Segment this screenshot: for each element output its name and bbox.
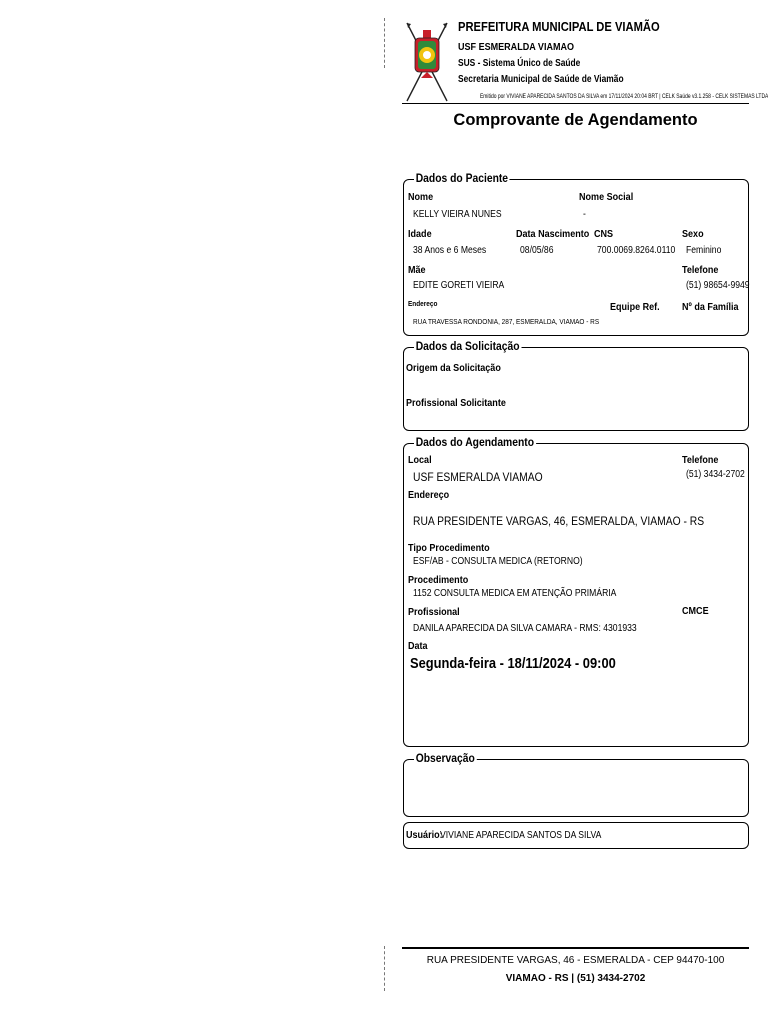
patient-cns: 700.0069.8264.0110 (597, 245, 676, 256)
notes-legend: Observação (415, 751, 475, 765)
sus-label: SUS - Sistema Único de Saúde (458, 58, 581, 69)
appointment-address: RUA PRESIDENTE VARGAS, 46, ESMERALDA, VIAMAO - RS (413, 514, 705, 528)
family-number-label: Nº da Família (682, 301, 739, 313)
notes-section (403, 751, 749, 817)
procedure-label: Procedimento (408, 574, 469, 586)
cut-guide-top (384, 18, 385, 68)
sex-label: Sexo (682, 228, 704, 240)
emission-info: Emitido por VIVIANE APARECIDA SANTOS DA SILVA em 17/11/2024 20:04 BRT | CELK Saúde v3.1.258 - CELK SISTEMAS LTDA (480, 93, 768, 100)
header-rule (402, 103, 749, 104)
patient-name: KELLY VIEIRA NUNES (413, 209, 502, 220)
patient-sex: Feminino (686, 245, 722, 256)
unit-name: USF ESMERALDA VIAMAO (458, 41, 575, 53)
municipal-coat-of-arms (404, 20, 450, 104)
prefeitura-title: PREFEITURA MUNICIPAL DE VIAMÃO (458, 19, 660, 34)
team-ref-label: Equipe Ref. (610, 301, 660, 313)
patient-phone: (51) 98654-9949 (686, 280, 750, 291)
secretaria-label: Secretaria Municipal de Saúde de Viamão (458, 74, 624, 85)
footer-rule (402, 947, 749, 949)
appointment-location: USF ESMERALDA VIAMAO (413, 470, 543, 484)
cut-guide-bottom (384, 946, 385, 991)
appointment-address-label: Endereço (408, 489, 450, 501)
appointment-section (403, 435, 749, 747)
mother-name: EDITE GORETI VIEIRA (413, 280, 505, 291)
procedure-type: ESF/AB - CONSULTA MEDICA (RETORNO) (413, 556, 583, 567)
user-section (403, 822, 749, 849)
appointment-legend: Dados do Agendamento (415, 435, 535, 449)
request-legend: Dados da Solicitação (415, 339, 520, 353)
name-label: Nome (408, 191, 434, 203)
cns-label: CNS (594, 228, 614, 240)
age-label: Idade (408, 228, 432, 240)
user-label: Usuário: (406, 829, 443, 841)
phone-label: Telefone (682, 264, 719, 276)
patient-section (403, 171, 750, 336)
professional-label: Profissional (408, 606, 460, 618)
requesting-professional-label: Profissional Solicitante (406, 397, 506, 409)
procedure-type-label: Tipo Procedimento (408, 542, 490, 554)
patient-birthdate: 08/05/86 (520, 245, 554, 256)
cmce-label: CMCE (682, 605, 709, 617)
patient-legend: Dados do Paciente (415, 171, 509, 185)
procedure: 1152 CONSULTA MEDICA EM ATENÇÃO PRIMÁRIA (413, 588, 617, 599)
user-name: VIVIANE APARECIDA SANTOS DA SILVA (440, 830, 602, 841)
professional-name: DANILA APARECIDA DA SILVA CAMARA - RMS: 4301933 (413, 623, 637, 634)
date-label: Data (408, 640, 428, 652)
social-name: - (583, 209, 586, 220)
appointment-phone-label: Telefone (682, 454, 719, 466)
request-origin-label: Origem da Solicitação (406, 362, 501, 374)
birthdate-label: Data Nascimento (516, 228, 590, 240)
social-name-label: Nome Social (579, 191, 634, 203)
request-section (403, 339, 749, 431)
footer-address: RUA PRESIDENTE VARGAS, 46 - ESMERALDA - CEP 94470-100 (426, 955, 725, 966)
appointment-datetime: Segunda-feira - 18/11/2024 - 09:00 (410, 655, 616, 672)
mother-label: Mãe (408, 264, 426, 276)
appointment-phone: (51) 3434-2702 (686, 469, 745, 480)
location-label: Local (408, 454, 432, 466)
address-label: Endereço (408, 299, 438, 308)
footer-city-phone: VIAMAO - RS | (51) 3434-2702 (505, 973, 646, 984)
patient-age: 38 Anos e 6 Meses (413, 245, 487, 256)
patient-address: RUA TRAVESSA RONDONIA, 287, ESMERALDA, VIAMAO - RS (413, 317, 600, 326)
document-title: Comprovante de Agendamento (453, 111, 698, 129)
